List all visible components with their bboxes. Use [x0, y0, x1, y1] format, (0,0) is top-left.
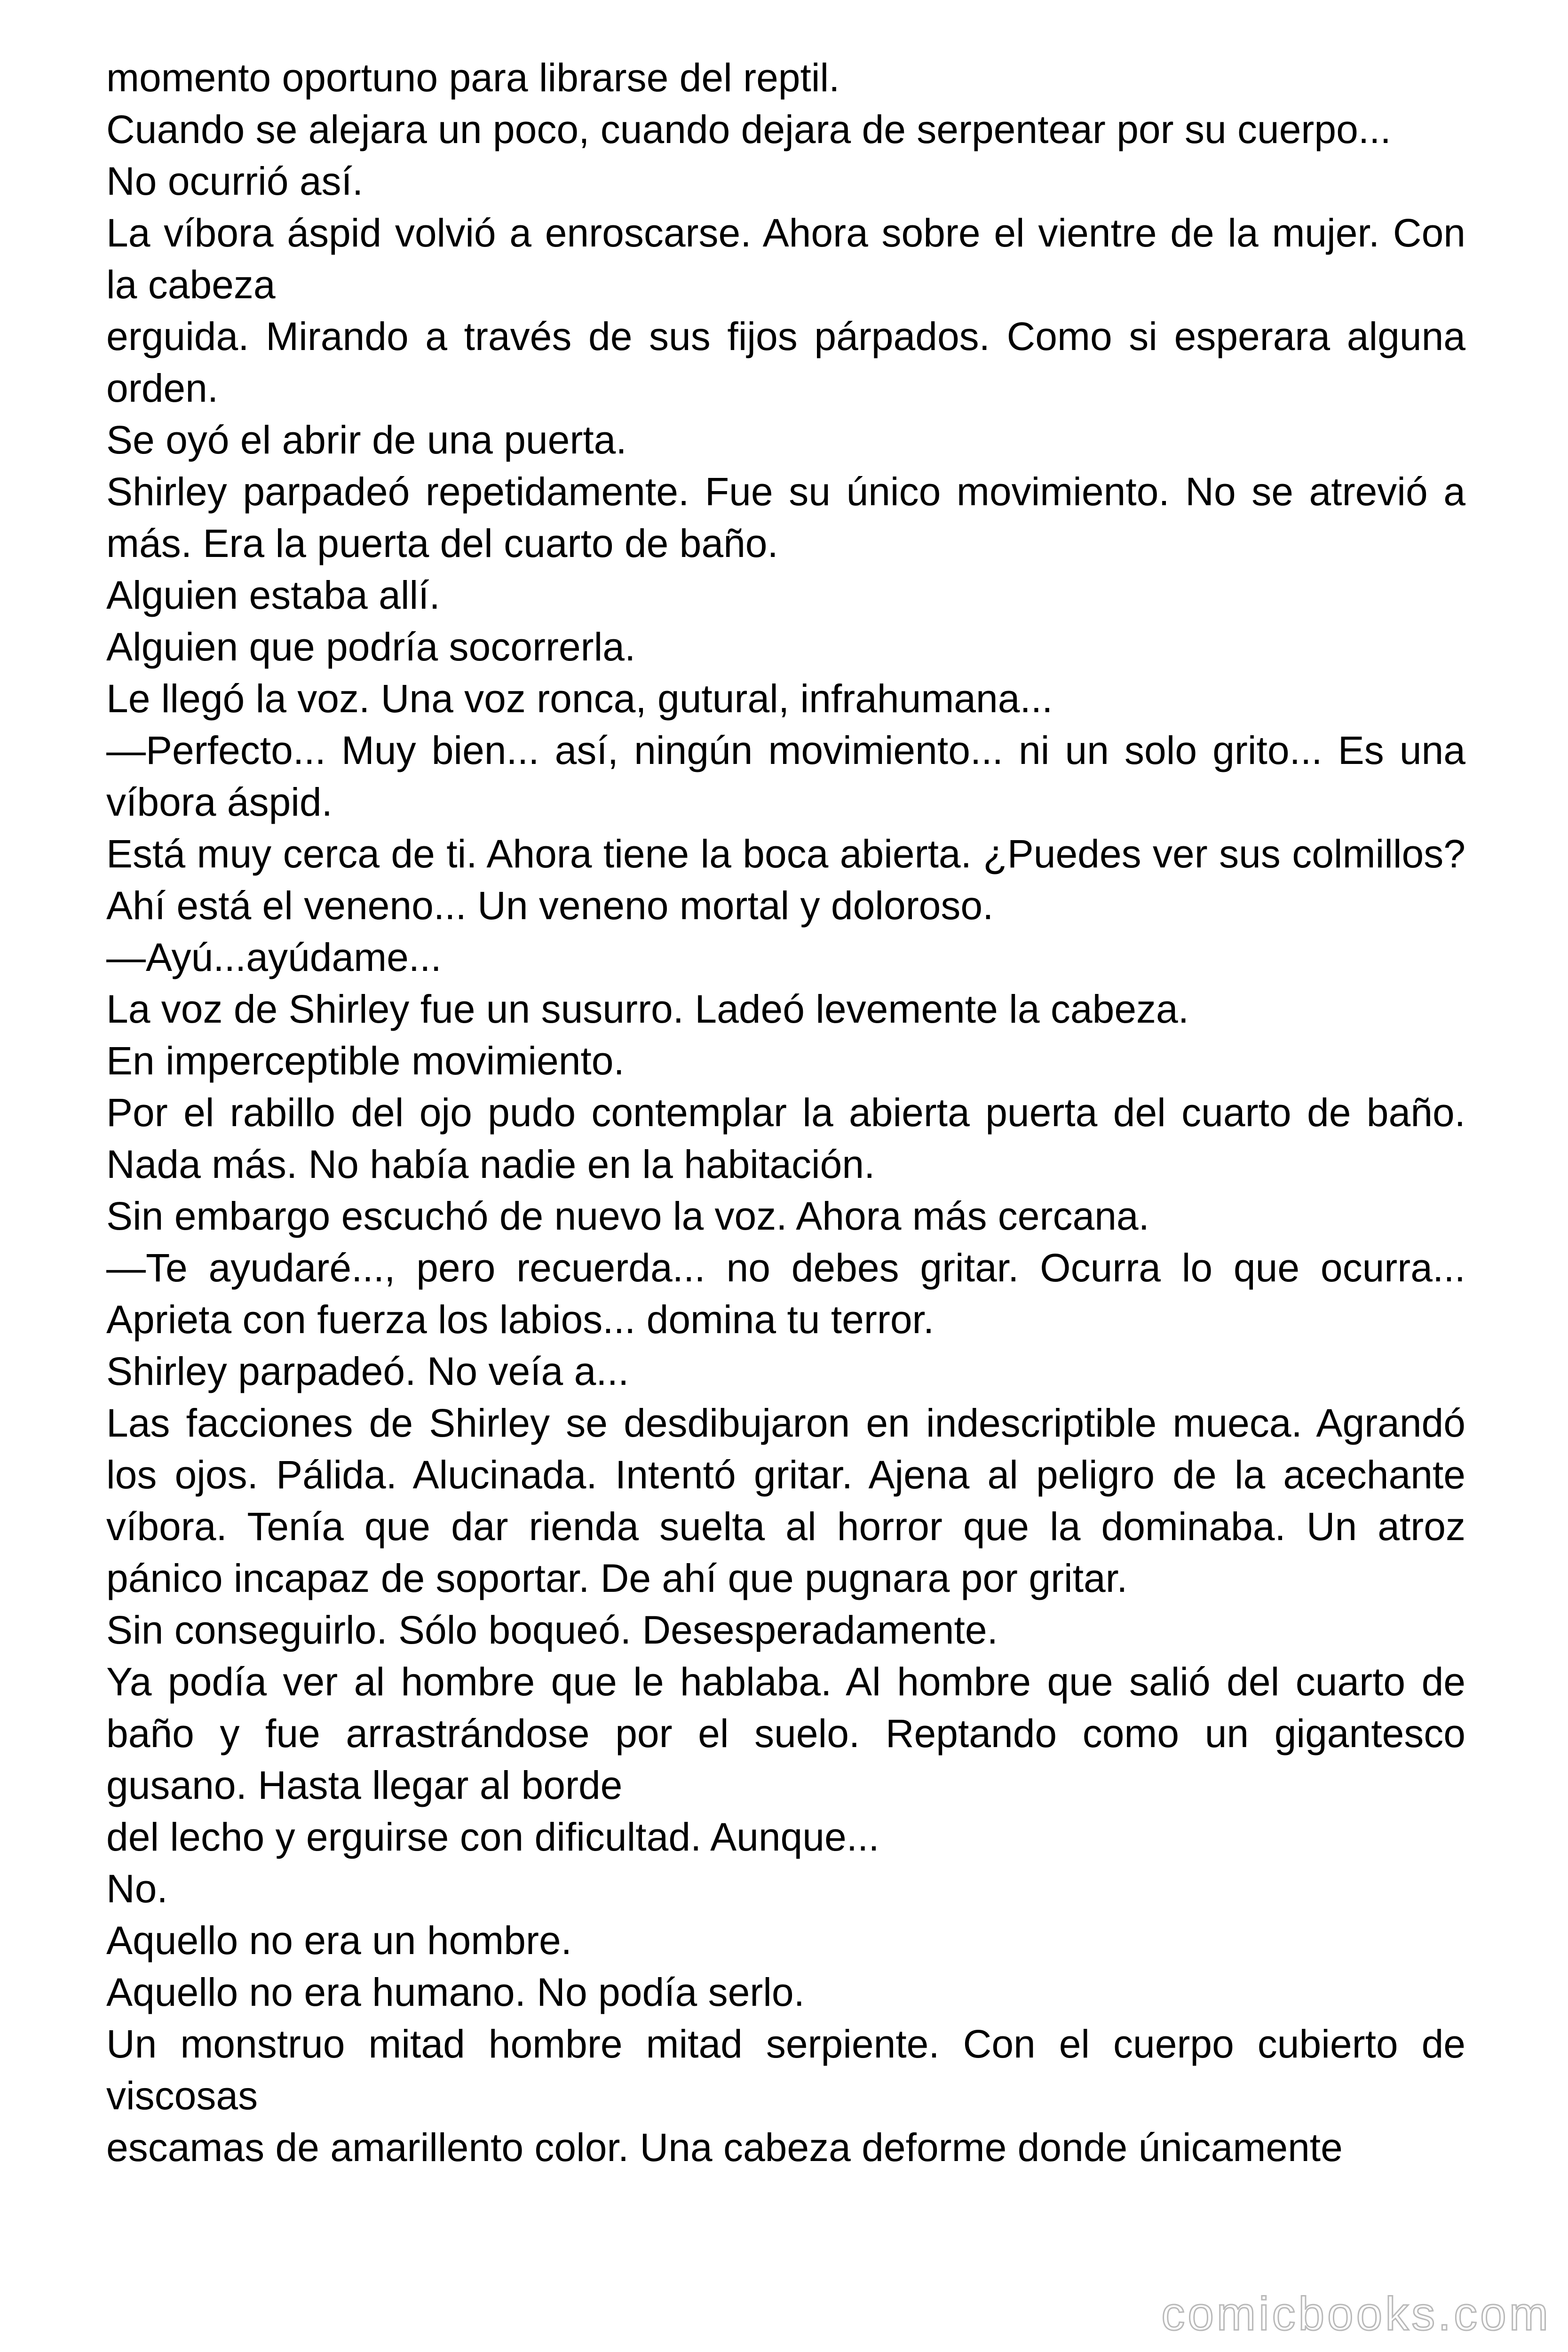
paragraph-25: Aquello no era un hombre. — [106, 1918, 572, 1963]
paragraph-8: Alguien estaba allí. — [106, 573, 440, 617]
paragraph-27: Un monstruo mitad hombre mitad serpiente. Con el cuerpo cubierto de viscosas — [106, 2022, 1465, 2118]
paragraph-2: Cuando se alejara un poco, cuando dejara de serpentear por su cuerpo... — [106, 107, 1391, 151]
paragraph-21: Sin conseguirlo. Sólo boqueó. Desesperadamente. — [106, 1608, 998, 1652]
paragraph-11: —Perfecto... Muy bien... así, ningún movimiento... ni un solo grito... Es una víbora áspid. — [106, 728, 1465, 824]
paragraph-1: momento oportuno para librarse del reptil. — [106, 56, 840, 100]
paragraph-4: La víbora áspid volvió a enroscarse. Ahora sobre el vientre de la mujer. Con la cabeza — [106, 211, 1465, 307]
paragraph-10: Le llegó la voz. Una voz ronca, gutural, infrahumana... — [106, 676, 1053, 721]
paragraph-19: Shirley parpadeó. No veía a... — [106, 1349, 629, 1393]
paragraph-13: —Ayú...ayúdame... — [106, 935, 442, 979]
watermark-logo: comicbooks.com — [1161, 2288, 1551, 2340]
paragraph-9: Alguien que podría socorrerla. — [106, 625, 636, 669]
paragraph-23: del lecho y erguirse con dificultad. Aunque... — [106, 1815, 879, 1859]
paragraph-17: Sin embargo escuchó de nuevo la voz. Ahora más cercana. — [106, 1194, 1149, 1238]
paragraph-14: La voz de Shirley fue un susurro. Ladeó levemente la cabeza. — [106, 987, 1189, 1031]
paragraph-20: Las facciones de Shirley se desdibujaron en indescriptible mueca. Agrandó los ojos. Pálida. Alucinada. Intentó gritar. Ajena al peligro de la acechante víbora. Tenía que dar rienda suelta al horror que la dominaba. Un atroz pánico incapaz de soportar. De ahí que pugnara por gritar. — [106, 1401, 1465, 1600]
paragraph-16: Por el rabillo del ojo pudo contemplar la abierta puerta del cuarto de baño. Nada más. No había nadie en la habitación. — [106, 1090, 1465, 1186]
paragraph-28: escamas de amarillento color. Una cabeza deforme donde únicamente — [106, 2125, 1343, 2169]
paragraph-24: No. — [106, 1867, 168, 1911]
body-text — [106, 52, 1465, 2173]
paragraph-5: erguida. Mirando a través de sus fijos párpados. Como si esperara alguna orden. — [106, 314, 1465, 410]
paragraph-15: En imperceptible movimiento. — [106, 1039, 625, 1083]
paragraph-18: —Te ayudaré..., pero recuerda... no debes gritar. Ocurra lo que ocurra... Aprieta con fuerza los labios... domina tu terror. — [106, 1246, 1465, 1342]
paragraph-12: Está muy cerca de ti. Ahora tiene la boca abierta. ¿Puedes ver sus colmillos? Ahí está el veneno... Un veneno mortal y doloroso. — [106, 832, 1465, 928]
paragraph-26: Aquello no era humano. No podía serlo. — [106, 1970, 805, 2014]
paragraph-7: Shirley parpadeó repetidamente. Fue su único movimiento. No se atrevió a más. Era la puerta del cuarto de baño. — [106, 469, 1465, 565]
paragraph-22: Ya podía ver al hombre que le hablaba. Al hombre que salió del cuarto de baño y fue arrastrándose por el suelo. Reptando como un gigantesco gusano. Hasta llegar al borde — [106, 1660, 1465, 1807]
paragraph-3: No ocurrió así. — [106, 159, 364, 203]
paragraph-6: Se oyó el abrir de una puerta. — [106, 418, 627, 462]
